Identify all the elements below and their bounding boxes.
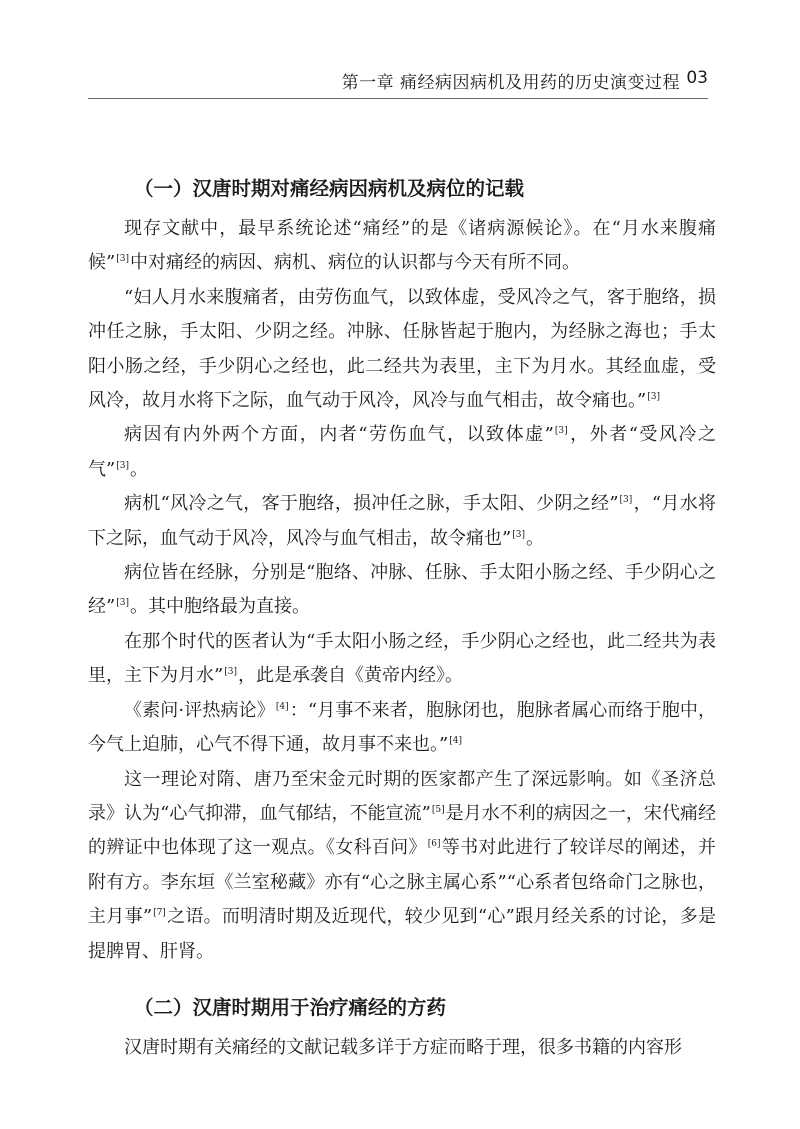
paragraph: 在那个时代的医者认为“手太阳小肠之经，手少阴心之经也，此二经共为表里，主下为月水”[3]，此是承袭自《黄帝内经》。	[88, 630, 716, 687]
paragraph: 这一理论对隋、唐乃至宋金元时期的医家都产生了深远影响。如《圣济总录》认为“心气抑滞，血气郁结，不能宣流”[5]是月水不利的病因之一，宋代痛经的辨证中也体现了这一观点。《女科百问》[6]等书对此进行了较详尽的阐述，并附有方。李东垣《兰室秘藏》亦有“心之脉主属心系”“心系者包络命门之脉也，主月事”[7]之语。而明清时期及近现代，较少见到“心”跟月经关系的讨论，多是提脾胃、肝肾。	[88, 768, 717, 962]
paragraph: 病因有内外两个方面，内者“劳伤血气，以致体虚”[3]，外者“受风冷之气”[3]。	[88, 424, 716, 480]
citation: [3]	[619, 495, 633, 506]
section-heading-1: （一）汉唐时期对痛经病因病机及病位的记载	[134, 177, 525, 200]
citation: [6]	[427, 839, 441, 850]
paragraph: 病机“风冷之气，客于胞络，损冲任之脉，手太阳、少阴之经”[3]，“月水将下之际，血气动于风冷，风冷与血气相击，故令痛也”[3]。	[88, 493, 717, 549]
citation: [4]	[275, 701, 289, 712]
paragraph: 现存文献中，最早系统论述“痛经”的是《诸病源候论》。在“月水来腹痛候”[3]中对痛经的病因、病机、病位的认识都与今天有所不同。	[88, 218, 716, 274]
citation: [3]	[116, 460, 129, 471]
citation: [3]	[116, 598, 129, 609]
paragraph: “妇人月水来腹痛者，由劳伤血气，以致体虚，受风冷之气，客于胞络，损冲任之脉，手太阳、少阴之经。冲脉、任脉皆起于胞内，为经脉之海也；手太阳小肠之经，手少阴心之经也，此二经共为表里，主下为月水。其经血虚，受风冷，故月水将下之际，血气动于风冷，风冷与血气相击，故令痛也。”[3]	[88, 286, 716, 412]
citation: [3]	[116, 254, 129, 265]
paragraph: 病位皆在经脉，分别是“胞络、冲脉、任脉、手太阳小肠之经、手少阴心之经”[3]。其中胞络最为直接。	[88, 562, 716, 618]
citation: [5]	[431, 804, 445, 815]
citation: [3]	[647, 392, 660, 403]
page-number: 03	[686, 68, 708, 88]
citation: [7]	[153, 908, 166, 919]
page-body	[88, 172, 716, 1065]
citation: [3]	[224, 667, 237, 678]
citation: [3]	[512, 529, 525, 540]
citation: [4]	[449, 736, 462, 747]
paragraph: 汉唐时期有关痛经的文献记载多详于方症而略于理，很多书籍的内容形	[124, 1036, 682, 1058]
paragraph: 《素问·评热病论》[4]：“月事不来者，胞脉闭也，胞脉者属心而络于胞中，今气上迫肺，心气不得下通，故月事不来也。”[4]	[88, 699, 716, 756]
header-rule	[88, 98, 708, 99]
running-header	[88, 68, 708, 98]
chapter-title: 第一章 痛经病因病机及用药的历史演变过程	[341, 73, 680, 93]
citation: [3]	[554, 426, 568, 437]
section-heading-2: （二）汉唐时期用于治疗痛经的方药	[134, 995, 447, 1019]
